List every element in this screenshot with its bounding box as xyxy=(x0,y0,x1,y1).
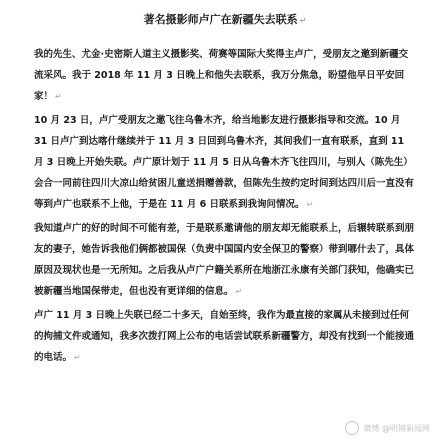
paragraph-4: 卢广 11 月 3 日晚上失联已经二十多天，自始至终，我作为最直接的家属从未接到过任何的拘捕文件或通知，我多次拨打网上公布的电话尝试联系新疆警方，却没有找到一个能接通的电话。 ↵ xyxy=(34,310,415,363)
watermark xyxy=(345,421,430,435)
paragraph-mark-icon: ↵ xyxy=(306,200,314,209)
paragraph-mark-icon: ↵ xyxy=(74,353,81,362)
watermark-text: 微博 @明镜新闻网 xyxy=(363,423,430,433)
weibo-logo-icon xyxy=(345,421,359,435)
paragraph-mark-icon: ↵ xyxy=(55,92,62,101)
paragraph-mark-icon: ↵ xyxy=(235,287,243,296)
paragraph-1: 我的先生、尤金·史密斯人道主义摄影奖、荷赛等国际大奖得主卢广，受朋友之邀到新疆交流采风。我于 2018 年 11 月 3 日晚上和他失去联系，我万分焦急，盼望他早日平安回家！ ↵ xyxy=(34,49,409,102)
paragraph-2: 10 月 23 日，卢广受朋友之邀飞往乌鲁木齐，给当地影友进行摄影指导和交流。10 月 31 日卢广到达喀什继续并于 11 月 3 日回到乌鲁木齐，其间我们一直有联系，直到 11 月 3 日晚上开始失联。卢广原计划于 11 月 5 日从乌鲁木齐飞往四川，与别人（陈先生）会合一同前往四川大凉山给贫困儿童送捐赠善款，但陈先生按约定时间到达四川后一直没有等到卢广也联系不上他，于是在 11 月 6 日联系到我询问情况。 ↵ xyxy=(34,115,415,210)
paragraph-3: 我知道卢广的好的时间不可能有差，于是联系邀请他的朋友却无能联系上，后辗转联系到朋友的妻子，她告诉我他们俩都被国保（负责中国国内安全保卫的警察）带到哪什去了，具体原因及现状也是一无所知。之后我从卢广户籍关系所在地浙江永康有关部门获知，他确实已被新疆当地国保带走，但也没有更详细的信息。 ↵ xyxy=(34,223,415,297)
paragraph-mark-icon: ↵ xyxy=(299,16,307,25)
page-title: 著名摄影师卢广在新疆失去联系 ↵ xyxy=(143,13,307,26)
